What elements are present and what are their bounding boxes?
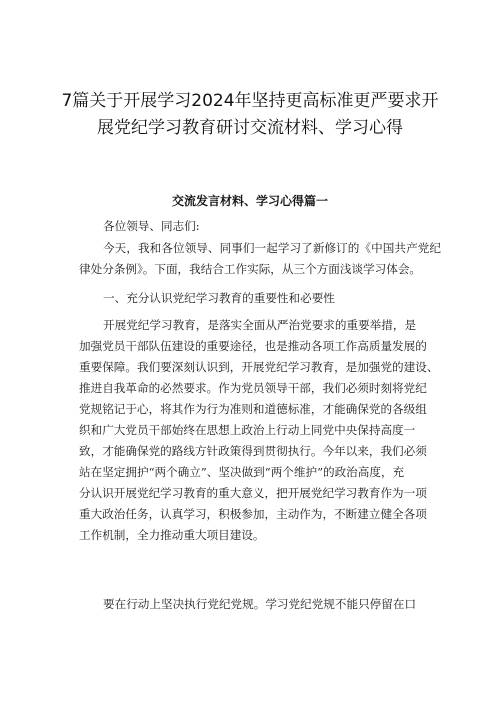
intro-paragraph: 今天，我和各位领导、同事们一起学习了新修订的《中国共产党纪律处分条例》。下面，我结合工作实际，从三个方面浅谈学习体会。 bbox=[79, 241, 441, 276]
body-line: 党规铭记于心，将其作为行为准则和道德标准，才能确保党的各级组 bbox=[79, 402, 427, 416]
body-line: 开展党纪学习教育，是落实全面从严治党要求的重要举措，是 bbox=[103, 318, 417, 332]
body-line: 分认识开展党纪学习教育的重大意义，把开展党纪学习教育作为一项 bbox=[79, 486, 427, 500]
section-heading: 一、充分认识党纪学习教育的重要性和必要性 bbox=[103, 291, 335, 305]
body-line: 致，才能确保党的路线方针政策得到贯彻执行。今年以来，我们必须 bbox=[79, 444, 427, 458]
body-line: 加强党员干部队伍建设的重要途径，也是推动各项工作高质量发展的 bbox=[79, 339, 427, 353]
section-subtitle: 交流发言材料、学习心得篇一 bbox=[171, 194, 328, 208]
body-paragraph-2: 要在行动上坚决执行党纪党规。学习党纪党规不能只停留在口 bbox=[103, 597, 417, 611]
body-paragraph bbox=[79, 315, 441, 546]
body-line: 重要保障。我们要深刻认识到，开展党纪学习教育，是加强党的建设、 bbox=[79, 360, 439, 374]
body-line: 织和广大党员干部始终在思想上政治上行动上同党中央保持高度一 bbox=[79, 423, 416, 437]
document-title: 7篇关于开展学习2024年坚持更高标准更严要求开展党纪学习教育研讨交流材料、学习心得 bbox=[61, 91, 439, 138]
body-line: 推进自我革命的必然要求。作为党员领导干部，我们必须时刻将党纪 bbox=[79, 381, 427, 395]
body-line: 站在坚定拥护“两个确立”、坚决做到“两个维护”的政治高度，充 bbox=[79, 465, 405, 479]
body-line: 重大政治任务，认真学习，积极参加，主动作为，不断建立健全各项 bbox=[79, 507, 427, 521]
body-line: 工作机制，全力推动重大项目建设。 bbox=[79, 528, 265, 542]
salutation: 各位领导、同志们: bbox=[103, 219, 200, 233]
